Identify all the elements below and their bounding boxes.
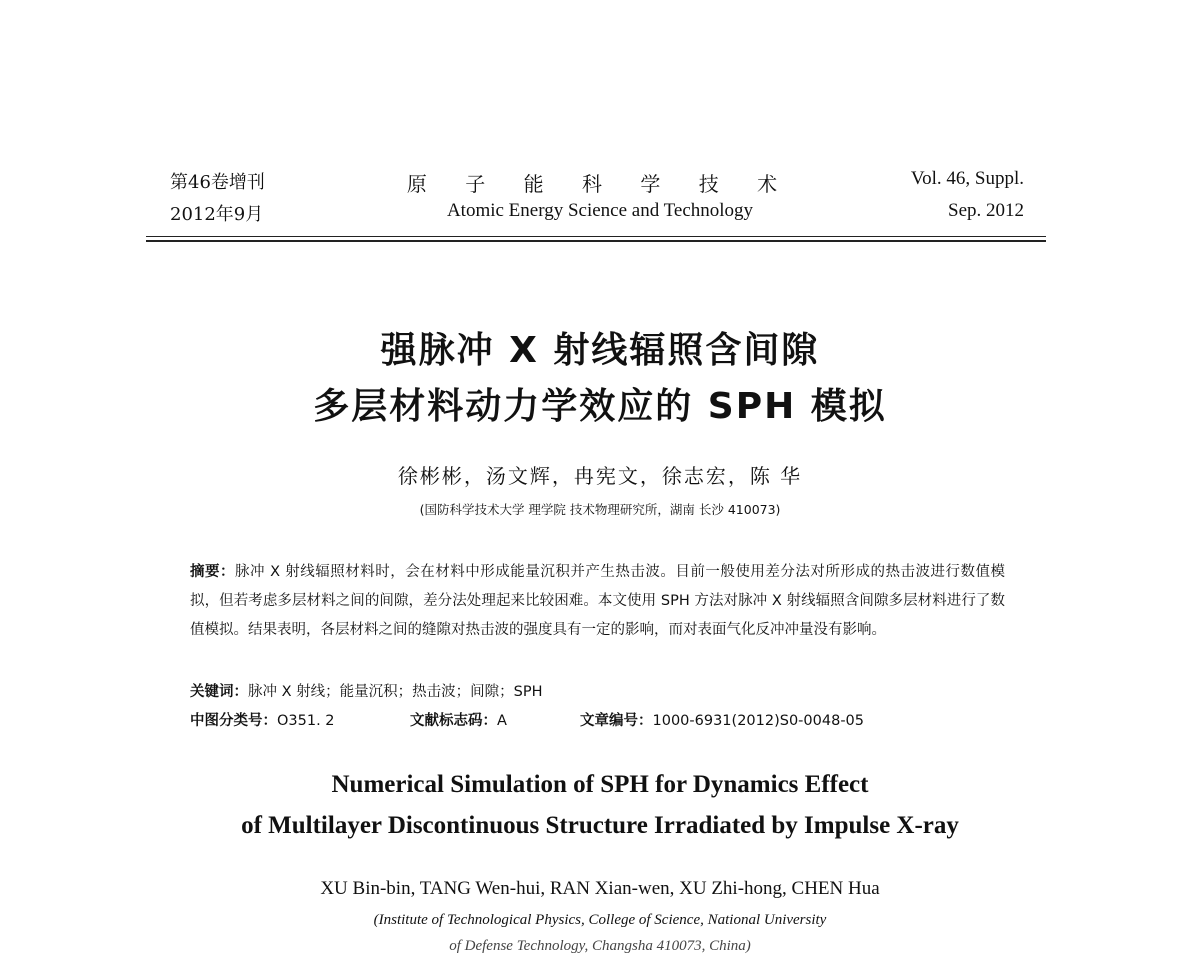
document-code: [410, 709, 580, 730]
article-number: [580, 709, 864, 730]
article-label: 文章编号：: [580, 713, 653, 729]
journal-name-en: Atomic Energy Science and Technology: [446, 200, 754, 221]
volume-en: Vol. 46, Suppl.: [910, 168, 1024, 189]
affiliation-en-line1: (Institute of Technological Physics, College of Science, National University: [373, 912, 827, 928]
abstract: [190, 558, 1005, 645]
affiliation-en-line2: of Defense Technology, Changsha 410073, China): [449, 938, 751, 954]
title-cn-line2: 多层材料动力学效应的 SPH 模拟: [313, 386, 887, 427]
doc-label: 文献标志码：: [410, 713, 497, 729]
title-en-line1: Numerical Simulation of SPH for Dynamics Effect: [331, 771, 869, 798]
authors-en: XU Bin-bin, TANG Wen-hui, RAN Xian-wen, XU Zhi-hong, CHEN Hua: [320, 878, 880, 899]
date-en: Sep. 2012: [948, 200, 1024, 221]
header-rule-thin: [146, 236, 1046, 237]
authors-cn: 徐彬彬，汤文辉，冉宪文，徐志宏，陈 华: [397, 464, 803, 488]
classification-line: [190, 709, 864, 730]
classification-number: [190, 709, 410, 730]
affiliation-cn: (国防科学技术大学 理学院 技术物理研究所，湖南 长沙 410073): [419, 502, 781, 517]
journal-name-cn: 原 子 能 科 学 技 术: [406, 172, 794, 196]
abstract-text: 脉冲 X 射线辐照材料时，会在材料中形成能量沉积并产生热击波。目前一般使用差分法对所形成的热击波进行数值模拟，但若考虑多层材料之间的间隙，差分法处理起来比较困难。本文使用 SPH 方法对脉冲 X 射线辐照含间隙多层材料进行了数值模拟。结果表明，各层材料之间的缝隙对热击波的强度具有一定的影响，而对表面气化反冲冲量没有影响。: [190, 564, 1006, 638]
title-cn-line1: 强脉冲 X 射线辐照含间隙: [380, 330, 820, 371]
keywords-text: 脉冲 X 射线；能量沉积；热击波；间隙；SPH: [248, 684, 543, 700]
keywords: [190, 680, 543, 701]
header-rule-thick: [146, 240, 1046, 242]
cls-value: O351. 2: [277, 713, 335, 729]
keywords-label: 关键词：: [190, 684, 248, 700]
date-cn: 2012年9月: [170, 204, 264, 225]
article-value: 1000-6931(2012)S0-0048-05: [652, 713, 864, 729]
doc-value: A: [497, 713, 507, 729]
title-en-line2: of Multilayer Discontinuous Structure Irradiated by Impulse X-ray: [241, 812, 959, 839]
cls-label: 中图分类号：: [190, 713, 277, 729]
volume-cn: 第46卷增刊: [170, 172, 265, 193]
abstract-label: 摘要：: [190, 564, 236, 580]
